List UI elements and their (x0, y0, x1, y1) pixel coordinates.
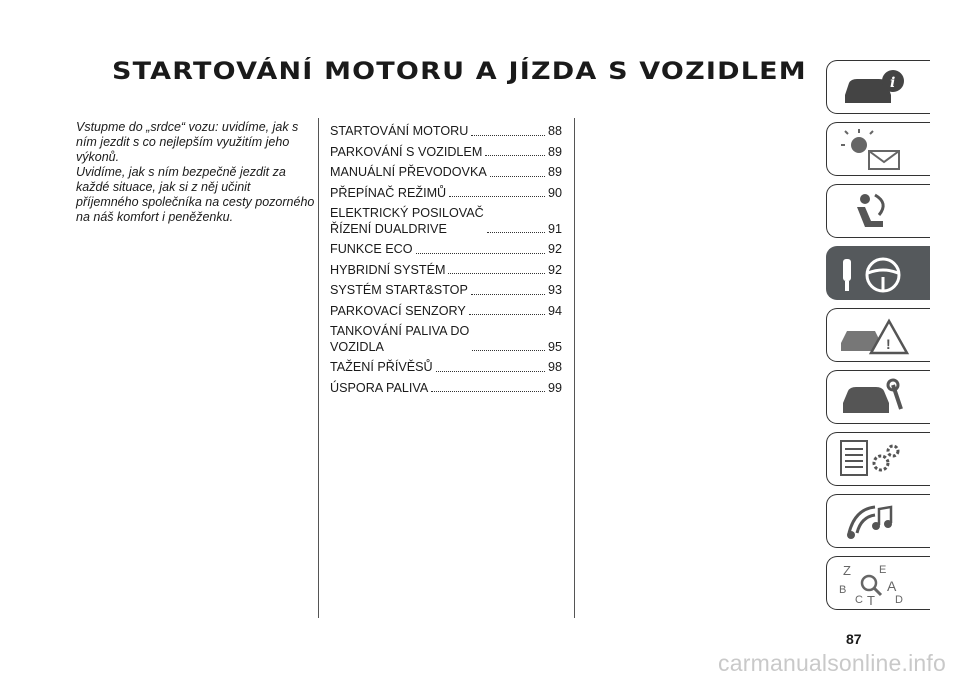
toc-dot-leader (436, 371, 545, 372)
toc-entry-page: 89 (547, 144, 562, 159)
intro-paragraph-1: Vstupme do „srdce“ vozu: uvidíme, jak s ním jezdit s co nejlepším využitím jeho výkonů. (76, 120, 299, 164)
toc-entry[interactable] (330, 124, 562, 140)
toc-entry-label: TAŽENÍ PŘÍVĚSŮ (330, 360, 433, 374)
table-of-contents (330, 124, 562, 401)
index-letter-z: Z (843, 563, 851, 578)
toc-dot-leader (471, 294, 545, 295)
tab-warning-lights[interactable] (826, 122, 930, 176)
toc-entry-label: PŘEPÍNAČ REŽIMŮ (330, 185, 447, 200)
car-maintenance-wrench-icon (835, 375, 915, 421)
toc-entry[interactable] (330, 324, 562, 355)
toc-entry-page: 93 (547, 283, 562, 297)
toc-entry-label: ELEKTRICKÝ POSILOVAČ ŘÍZENÍ DUALDRIVE (330, 206, 484, 236)
toc-entry[interactable] (330, 304, 562, 320)
index-letter-t: T (867, 593, 875, 607)
tab-car-info[interactable] (826, 60, 930, 114)
toc-entry[interactable] (330, 242, 562, 258)
toc-entry-page: 98 (547, 360, 562, 374)
left-divider (318, 118, 319, 618)
toc-dot-leader (448, 273, 545, 274)
toc-entry-page: 88 (547, 124, 562, 138)
toc-entry-label: MANUÁLNÍ PŘEVODOVKA (330, 165, 487, 179)
toc-entry-page: 95 (547, 339, 562, 354)
toc-entry-page: 90 (547, 185, 562, 200)
index-letters-icon (835, 561, 915, 607)
toc-entry-label: FUNKCE ECO (330, 242, 413, 256)
car-info-icon (835, 65, 915, 111)
toc-entry-page: 92 (547, 242, 562, 256)
index-letter-a: A (887, 578, 897, 594)
tab-safety[interactable] (826, 184, 930, 238)
key-steering-wheel-icon (835, 251, 915, 297)
toc-dot-leader (472, 350, 545, 351)
toc-dot-leader (487, 232, 545, 233)
toc-entry[interactable] (330, 145, 562, 161)
tab-emergency[interactable] (826, 308, 930, 362)
tab-multimedia[interactable] (826, 494, 930, 548)
technical-data-gear-icon (835, 437, 915, 483)
svg-text:!: ! (886, 336, 891, 352)
tab-maintenance[interactable] (826, 370, 930, 424)
toc-entry[interactable] (330, 381, 562, 397)
toc-dot-leader (490, 176, 545, 177)
page-title: STARTOVÁNÍ MOTORU A JÍZDA S VOZIDLEM (112, 58, 807, 86)
intro-text (76, 120, 316, 225)
watermark: carmanualsonline.info (718, 650, 946, 676)
toc-entry-page: 92 (547, 262, 562, 277)
toc-dot-leader (485, 155, 545, 156)
toc-dot-leader (471, 135, 545, 136)
index-letter-d: D (895, 594, 903, 606)
index-letter-b: B (839, 584, 847, 596)
toc-entry-label: ÚSPORA PALIVA (330, 380, 429, 395)
tab-technical-data[interactable] (826, 432, 930, 486)
toc-entry-label: HYBRIDNÍ SYSTÉM (330, 262, 446, 277)
toc-dot-leader (431, 391, 545, 392)
page-number: 87 (846, 631, 862, 647)
index-letter-e: E (879, 564, 887, 576)
toc-entry-label: SYSTÉM START&STOP (330, 283, 468, 297)
tab-starting-driving[interactable] (826, 246, 930, 300)
toc-entry[interactable] (330, 206, 562, 237)
toc-entry-label: PARKOVÁNÍ S VOZIDLEM (330, 144, 483, 159)
toc-entry[interactable] (330, 263, 562, 279)
breakdown-warning-triangle-icon (835, 313, 915, 359)
toc-entry-page: 91 (547, 221, 562, 236)
toc-entry[interactable] (330, 283, 562, 299)
warning-lights-message-icon (835, 127, 915, 173)
svg-text:i: i (890, 75, 896, 91)
toc-entry-page: 89 (547, 165, 562, 179)
index-letter-c: C (855, 594, 863, 606)
toc-dot-leader (469, 314, 545, 315)
toc-entry-label: TANKOVÁNÍ PALIVA DO VOZIDLA (330, 324, 470, 354)
toc-entry[interactable] (330, 360, 562, 376)
right-divider (574, 118, 575, 618)
toc-entry-label: STARTOVÁNÍ MOTORU (330, 124, 469, 138)
toc-entry[interactable] (330, 165, 562, 181)
toc-entry-page: 94 (547, 303, 562, 318)
toc-entry[interactable] (330, 186, 562, 202)
toc-entry-page: 99 (547, 380, 562, 395)
toc-entry-label: PARKOVACÍ SENZORY (330, 303, 466, 318)
toc-dot-leader (416, 253, 545, 254)
intro-paragraph-2: Uvidíme, jak s ním bezpečně jezdit za každé situace, jak si z něj učinit příjemného společníka na cesty pozorného na náš komfort i peněženku. (76, 165, 315, 224)
tab-index[interactable] (826, 556, 930, 610)
toc-dot-leader (449, 196, 545, 197)
multimedia-music-icon (835, 499, 915, 545)
seat-airbag-icon (835, 189, 915, 235)
